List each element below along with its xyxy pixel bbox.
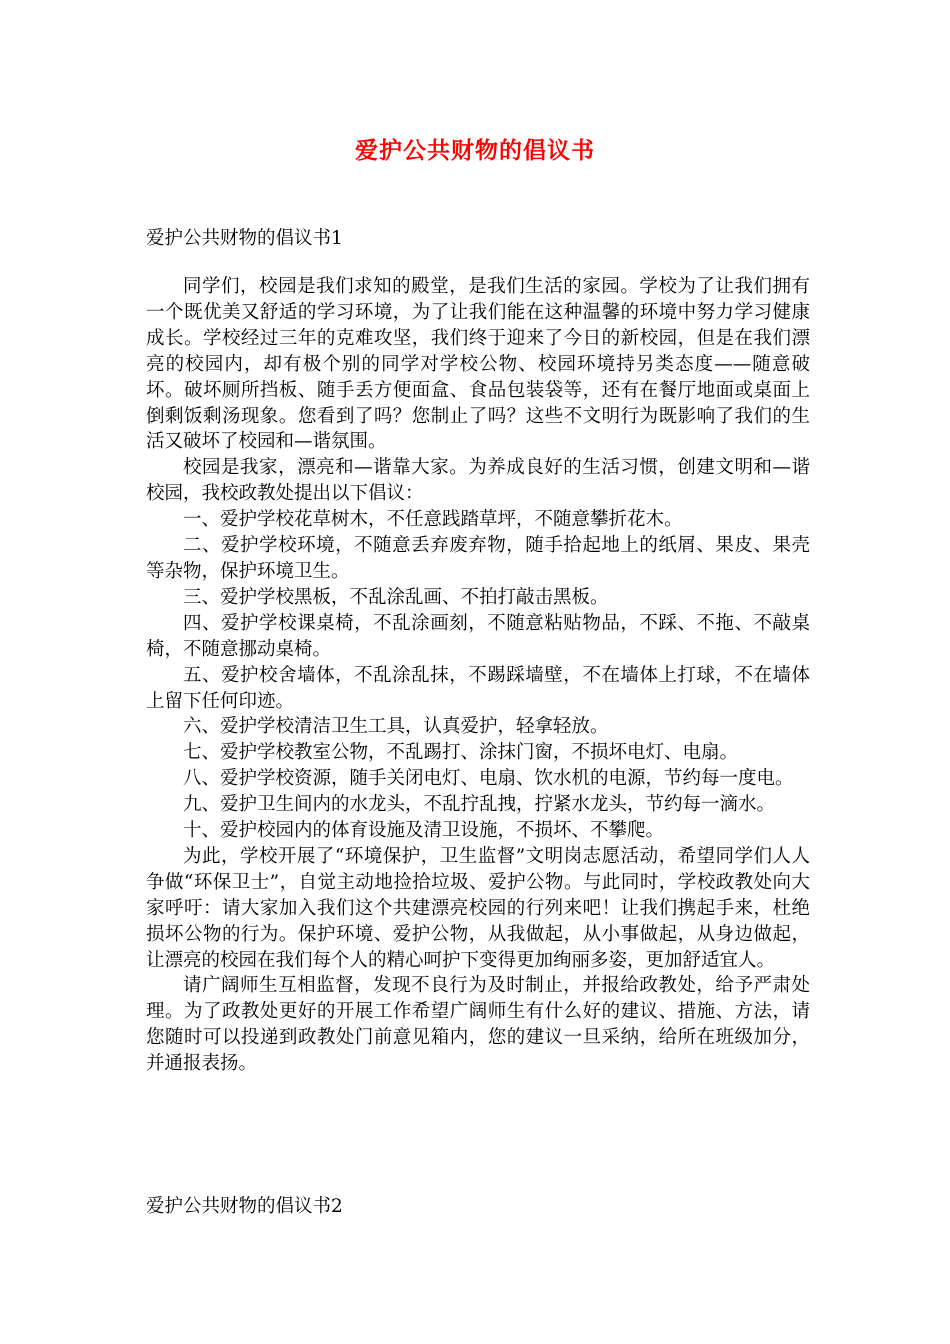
paragraph-proposal: 校园是我家，漂亮和—谐靠大家。为养成良好的生活习惯，创建文明和—谐校园，我校政教处提出以下倡议： xyxy=(146,457,810,505)
proposal-item-5: 五、爱护校舍墙体，不乱涂乱抹，不踢踩墙壁，不在墙体上打球，不在墙体 上留下任何印迹。 xyxy=(146,664,810,712)
paragraph-call-to-action: 为此，学校开展了“环境保护，卫生监督”文明岗志愿活动，希望同学们人人争做“环保卫士”，自觉主动地捡拾垃圾、爱护公物。与此同时，学校政教处向大家呼吁：请大家加入我们这个共建漂亮校园的行列来吧！让我们携起手来，杜绝损坏公物的行为。保护环境、爱护公物，从我做起，从小事做起，从身边做起，让漂亮的校园在我们每个人的精心呵护下变得更加绚丽多姿，更加舒适宜人。 xyxy=(146,845,810,971)
proposal-item-2: 二、爱护学校环境，不随意丢弃废弃物，随手拾起地上的纸屑、果皮、果壳 等杂物，保护环境卫生。 xyxy=(146,535,810,582)
paragraph-supervision: 请广阔师生互相监督，发现不良行为及时制止，并报给政教处，给予严肃处理。为了政教处更好的开展工作希望广阔师生有什么好的建议、措施、方法，请您随时可以投递到政教处门前意见箱内，您的建议一旦采纳，给所在班级加分，并通报表扬。 xyxy=(146,975,810,1075)
proposal-item-1: 一、爱护学校花草树木，不任意践踏草坪，不随意攀折花木。 xyxy=(183,509,683,531)
proposal-item-3: 三、爱护学校黑板，不乱涂乱画、不拍打敲击黑板。 xyxy=(183,586,609,608)
proposal-item-4: 四、爱护学校课桌椅，不乱涂画刻，不随意粘贴物品，不踩、不拖、不敲桌 椅，不随意挪动桌椅。 xyxy=(146,612,810,660)
proposal-item-10: 十、爱护校园内的体育设施及清卫设施，不损坏、不攀爬。 xyxy=(183,820,665,842)
section-heading-2: 爱护公共财物的倡议书2 xyxy=(146,1196,343,1217)
section-heading-1: 爱护公共财物的倡议书1 xyxy=(146,228,343,249)
proposal-item-7: 七、爱护学校教室公物，不乱踢打、涂抹门窗，不损坏电灯、电扇。 xyxy=(183,742,739,764)
proposal-item-8: 八、爱护学校资源，随手关闭电灯、电扇、饮水机的电源，节约每一度电。 xyxy=(183,768,794,790)
proposal-item-6: 六、爱护学校清洁卫生工具，认真爱护，轻拿轻放。 xyxy=(183,716,609,738)
document-body xyxy=(146,274,810,1077)
document-title: 爱护公共财物的倡议书 xyxy=(355,138,595,164)
paragraph-intro: 同学们，校园是我们求知的殿堂，是我们生活的家园。学校为了让我们拥有一个既优美又舒适的学习环境，为了让我们能在这种温馨的环境中努力学习健康成长。学校经过三年的克难攻坚，我们终于迎来了今日的新校园，但是在我们漂亮的校园内，却有极个别的同学对学校公物、校园环境持另类态度——随意破坏。破坏厕所挡板、随手丢方便面盒、食品包装袋等，还有在餐厅地面或桌面上倒剩饭剩汤现象。您看到了吗？您制止了吗？这些不文明行为既影响了我们的生活又破坏了校园和—谐氛围。 xyxy=(146,276,810,453)
proposal-item-9: 九、爱护卫生间内的水龙头，不乱拧乱拽，拧紧水龙头，节约每一滴水。 xyxy=(183,794,776,816)
